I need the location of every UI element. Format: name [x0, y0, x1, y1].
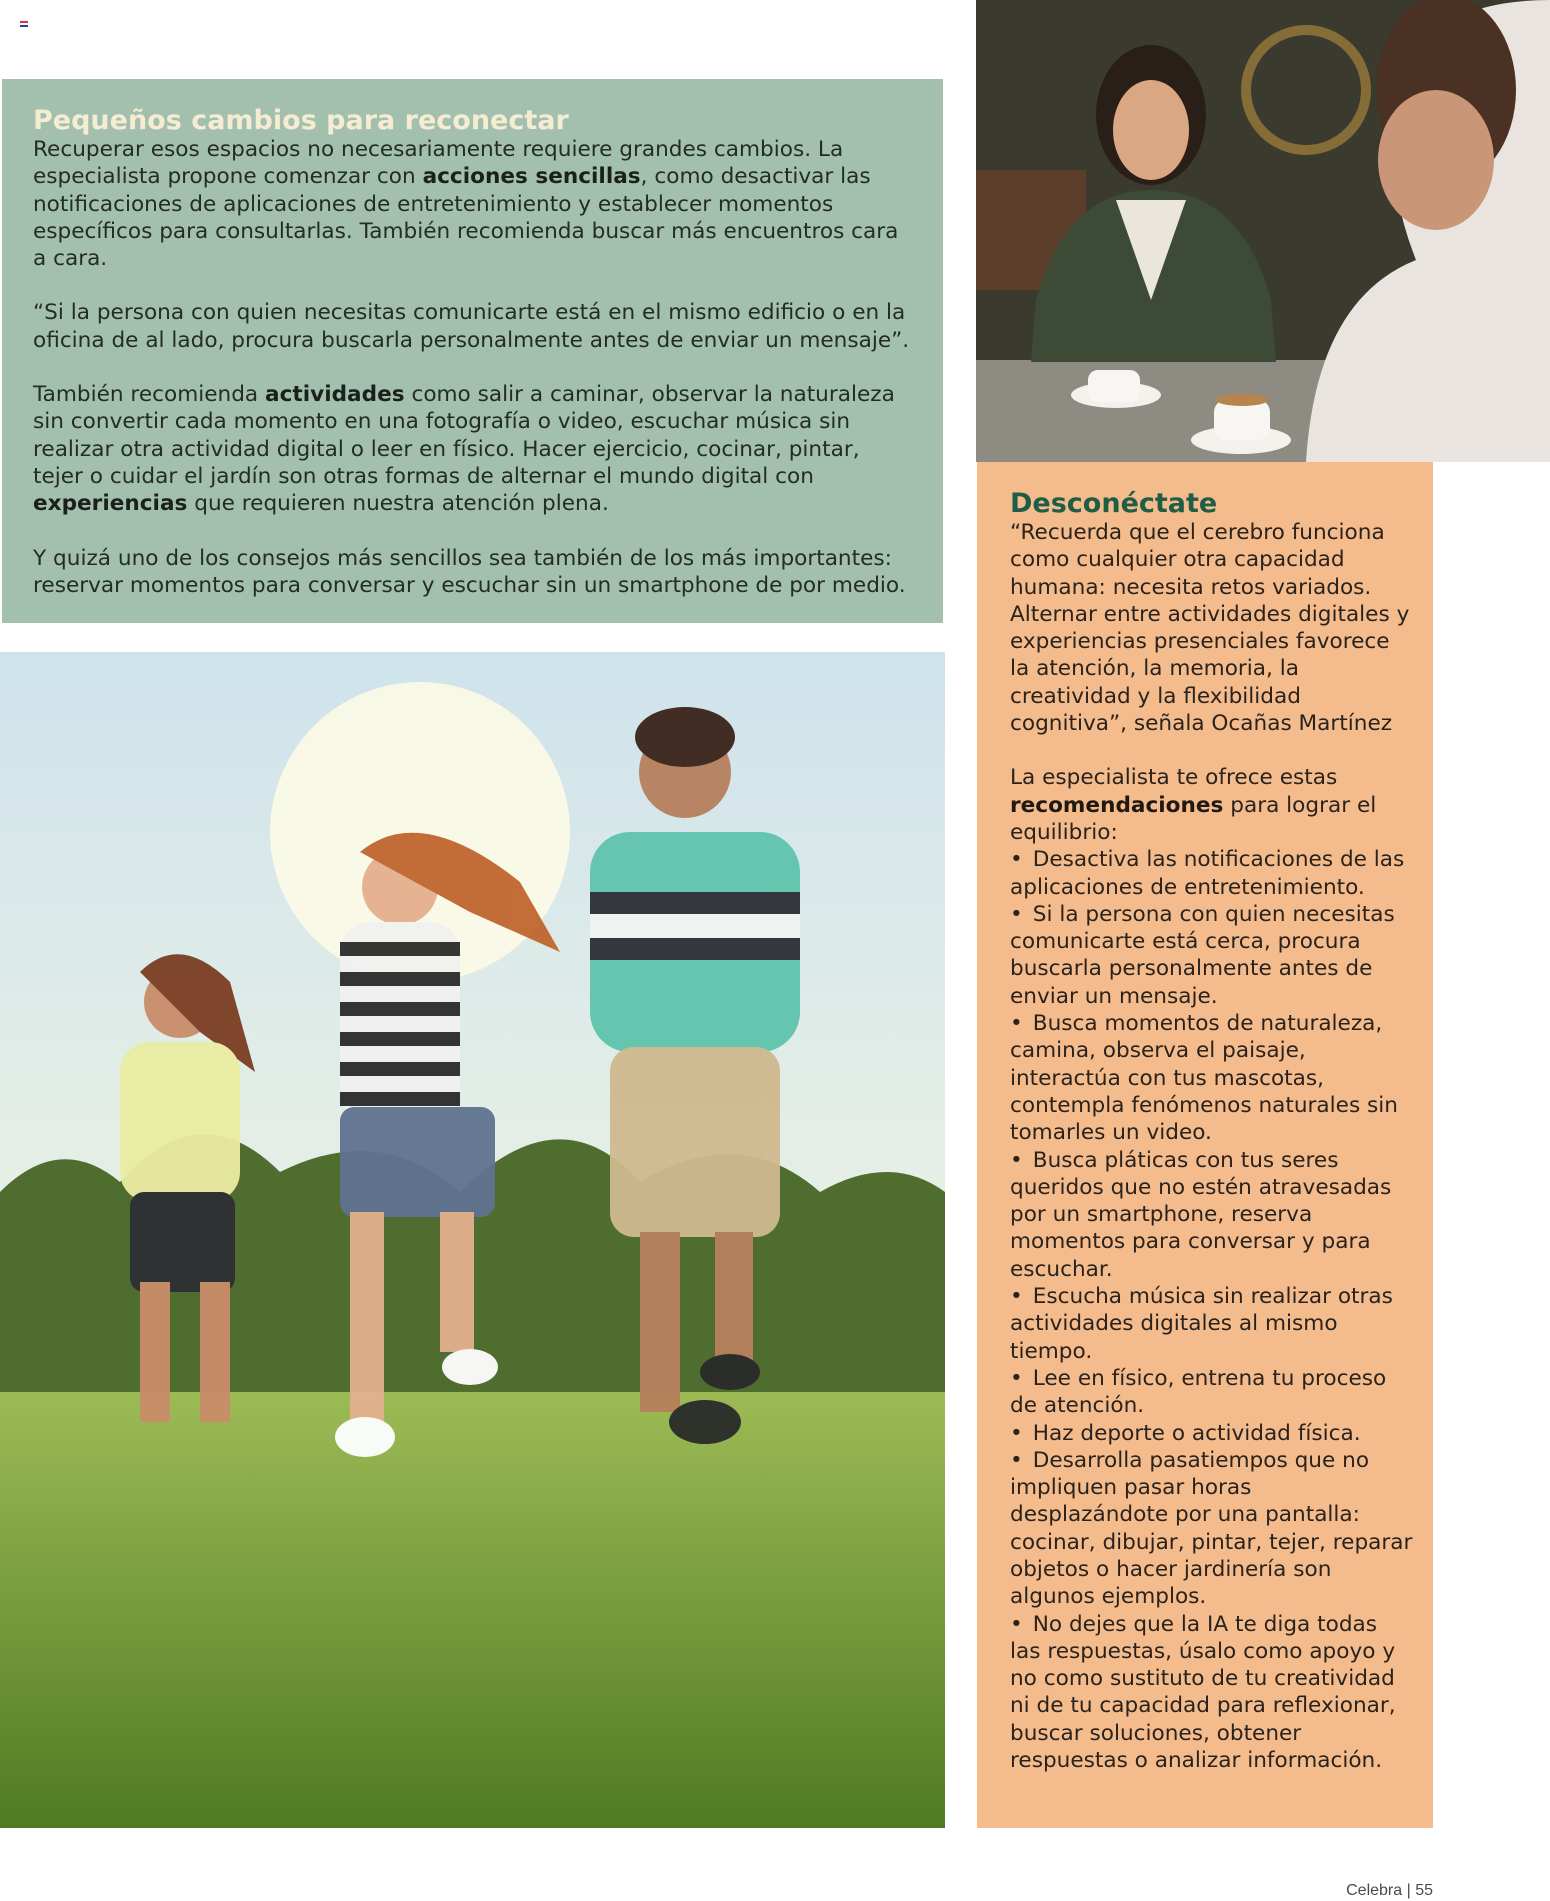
text-span: Recuperar esos espacios no necesariamente requiere grandes cambios. La especialista propone comenzar con	[33, 137, 844, 190]
paragraph: Y quizá uno de los consejos más sencillos sea también de los más importantes: reservar momentos para conversar y escuchar sin un smartphone de por medio.	[33, 545, 906, 598]
list-item	[1010, 1420, 1413, 1447]
kids-running-photo	[0, 652, 945, 1828]
list-item-text: Busca momentos de naturaleza, camina, observa el paisaje, interactúa con tus mascotas, contempla fenómenos naturales sin tomarles un video.	[1010, 1011, 1398, 1146]
text-span: para lograr el equilibrio:	[1010, 792, 1377, 845]
text-span: También recomienda	[33, 382, 266, 408]
paragraph	[33, 381, 915, 517]
bullet-icon: •	[1010, 1420, 1023, 1446]
bullet-icon: •	[1010, 1284, 1023, 1310]
bullet-icon: •	[1010, 1147, 1023, 1173]
bold-text: actividades	[265, 382, 405, 408]
bold-text: acciones sencillas	[422, 164, 641, 190]
list-item	[1010, 846, 1413, 901]
list-item-text: Si la persona con quien necesitas comunicarte está cerca, procura buscarla personalmente antes de enviar un mensaje.	[1010, 901, 1395, 1009]
list-item-text: Desarrolla pasatiempos que no impliquen pasar horas desplazándote por una pantalla: cocinar, dibujar, pintar, tejer, reparar objetos o hacer jardinería son algunos ejemplos.	[1010, 1447, 1413, 1610]
bullet-icon: •	[1010, 1365, 1023, 1391]
list-item	[1010, 1611, 1413, 1775]
list-item	[1010, 1365, 1413, 1420]
text-span: que requieren nuestra atención plena.	[187, 491, 609, 517]
list-item-text: Lee en físico, entrena tu proceso de atención.	[1010, 1365, 1387, 1419]
kids-illustration	[0, 652, 945, 1828]
bullet-icon: •	[1010, 901, 1023, 927]
sidebar-intro	[1010, 764, 1413, 846]
list-item	[1010, 901, 1413, 1010]
recommendations-list	[1010, 846, 1413, 1774]
text-span: , como desactivar las notificaciones de aplicaciones de entretenimiento y establecer momentos específicos para consultarlas. También recomienda buscar más encuentros cara a cara.	[33, 164, 899, 272]
sidebar-heading: Desconéctate	[1010, 488, 1218, 519]
sidebar-quote: “Recuerda que el cerebro funciona como cualquier otra capacidad humana: necesita retos variados. Alternar entre actividades digitales y experiencias presenciales favorece la atención, la memoria, la creatividad y la flexibilidad cognitiva”, señala Ocañas Martínez	[1010, 520, 1410, 737]
flag-icon	[20, 21, 28, 27]
text-span: La especialista te ofrece estas	[1010, 765, 1338, 791]
reconnect-section	[2, 79, 943, 623]
text-span: como salir a caminar, observar la naturaleza sin convertir cada momento en una fotografía o video, escuchar música sin realizar otra actividad digital o leer en físico. Hacer ejercicio, cocinar, pintar, tejer o cuidar el jardín son otras formas de alternar el mundo digital con	[33, 382, 895, 489]
cafe-illustration	[976, 0, 1550, 462]
paragraph	[33, 136, 915, 272]
list-item-text: Desactiva las notificaciones de las aplicaciones de entretenimiento.	[1010, 847, 1405, 900]
disconnect-sidebar	[977, 462, 1433, 1828]
bold-text: experiencias	[33, 491, 188, 517]
list-item-text: Escucha música sin realizar otras actividades digitales al mismo tiempo.	[1010, 1284, 1393, 1364]
quote-paragraph: “Si la persona con quien necesitas comunicarte está en el mismo edificio o en la oficina de al lado, procura buscarla personalmente antes de enviar un mensaje”.	[33, 300, 910, 353]
list-item	[1010, 1283, 1413, 1365]
bullet-icon: •	[1010, 1447, 1023, 1473]
list-item	[1010, 1447, 1413, 1611]
list-item-text: No dejes que la IA te diga todas las respuestas, úsalo como apoyo y no como sustituto de tu creatividad ni de tu capacidad para reflexionar, buscar soluciones, obtener respuestas o analizar información.	[1010, 1611, 1396, 1774]
bullet-icon: •	[1010, 1611, 1023, 1637]
bold-text: recomendaciones	[1010, 792, 1224, 818]
bullet-icon: •	[1010, 847, 1023, 873]
cafe-photo	[976, 0, 1550, 462]
list-item	[1010, 1147, 1413, 1283]
section-heading: Pequeños cambios para reconectar	[33, 105, 569, 136]
list-item-text: Busca pláticas con tus seres queridos que no estén atravesadas por un smartphone, reserva momentos para conversar y para escuchar.	[1010, 1147, 1392, 1282]
bullet-icon: •	[1010, 1011, 1023, 1037]
list-item-text: Haz deporte o actividad física.	[1032, 1420, 1361, 1446]
page-footer: Celebra | 55	[1346, 1882, 1433, 1899]
list-item	[1010, 1010, 1413, 1146]
